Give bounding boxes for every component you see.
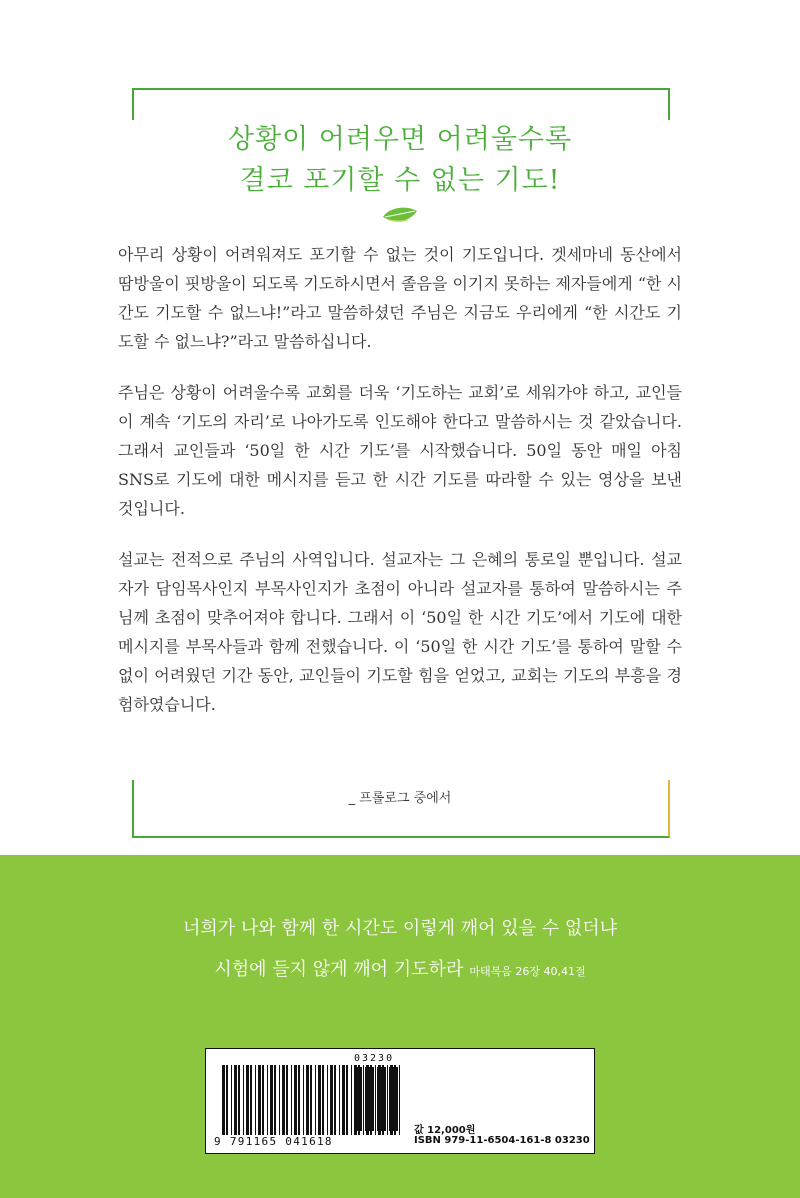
paragraph-3: 설교는 전적으로 주님의 사역입니다. 설교자는 그 은혜의 통로일 뿐입니다. 설교자가 담임목사인지 부목사인지가 초점이 아니라 설교자를 통하여 말씀하시는 주님께 초점이 맞추어져야 합니다. 그래서 이 ‘50일 한 시간 기도’에서 기도에 대한 메시지를 부목사들과 함께 전했습니다. 이 ‘50일 한 시간 기도’를 통하여 말할 수 없이 어려웠던 기간 동안, 교인들이 기도할 힘을 얻었고, 교회는 기도의 부흥을 경험하였습니다. — [118, 550, 682, 714]
isbn-label: ISBN 979-11-6504-161-8 03230 — [414, 1135, 590, 1146]
verse-line-1: 너희가 나와 함께 한 시간도 이렇게 깨어 있을 수 없더냐 — [182, 918, 618, 939]
headline-line-1: 상황이 어려우면 어려울수록 — [227, 124, 573, 155]
paragraph-2: 주님은 상황이 어려울수록 교회를 더욱 ‘기도하는 교회’로 세워가야 하고, 교인들이 계속 ‘기도의 자리’로 나아가도록 인도해야 한다고 말씀하시는 것 같았습니다. 그래서 교인들과 ‘50일 한 시간 기도’를 시작했습니다. 50일 동안 매일 아침 SNS로 기도에 대한 메시지를 듣고 한 시간 기도를 따라할 수 있는 영상을 보낸 것입니다. — [118, 383, 682, 518]
paragraph-1: 아무리 상황이 어려워져도 포기할 수 없는 것이 기도입니다. 겟세마네 동산에서 땀방울이 핏방울이 되도록 기도하시면서 졸음을 이기지 못하는 제자들에게 “한 시간도 기도할 수 없느냐!”라고 말씀하셨던 주님은 지금도 우리에게 “한 시간도 기도할 수 없느냐?”라고 말씀하십니다. — [118, 245, 683, 351]
headline-line-2: 결코 포기할 수 없는 기도! — [239, 165, 561, 196]
frame-top-bracket — [132, 88, 670, 120]
verse-reference: 마태복음 26장 40,41절 — [469, 965, 586, 978]
prologue-text — [118, 240, 682, 741]
addon-digits: 03230 — [354, 1053, 395, 1064]
price-label: 값 12,000원 — [414, 1125, 476, 1136]
source-note: _ 프롤로그 중에서 — [348, 791, 452, 806]
frame-bottom-bracket — [132, 780, 670, 838]
addon-barcode — [356, 1067, 400, 1131]
leaf-icon — [381, 205, 419, 227]
barcode-digits: 9 791165 041618 — [214, 1135, 333, 1148]
verse-text: 시험에 들지 않게 깨어 기도하라 — [214, 959, 464, 980]
barcode-label — [205, 1048, 595, 1154]
verse-line-2 — [0, 955, 800, 981]
